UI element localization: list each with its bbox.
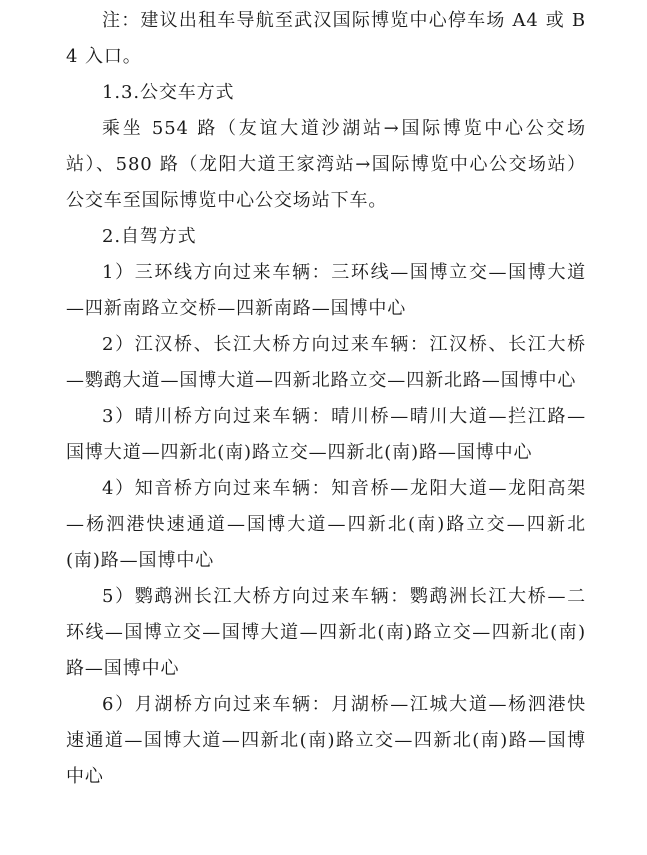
route-item-6: 6）月湖桥方向过来车辆：月湖桥—江城大道—杨泗港快速通道—国博大道—四新北(南)路立交—四新北(南)路—国博中心 [66,694,586,787]
document-page [66,3,586,795]
route-item-3: 3）晴川桥方向过来车辆：晴川桥—晴川大道—拦江路—国博大道—四新北(南)路立交—四新北(南)路—国博中心 [66,406,586,463]
route-item-4: 4）知音桥方向过来车辆：知音桥—龙阳大道—龙阳高架—杨泗港快速通道—国博大道—四新北(南)路立交—四新北(南)路—国博中心 [66,478,586,571]
route-item-5: 5）鹦鹉洲长江大桥方向过来车辆：鹦鹉洲长江大桥—二环线—国博立交—国博大道—四新北(南)路立交—四新北(南)路—国博中心 [66,586,586,679]
route-item-1: 1）三环线方向过来车辆：三环线—国博立交—国博大道—四新南路立交桥—四新南路—国博中心 [66,262,586,319]
bus-section-heading: 1.3.公交车方式 [102,82,235,103]
route-item-2: 2）江汉桥、长江大桥方向过来车辆：江汉桥、长江大桥—鹦鹉大道—国博大道—四新北路立交—四新北路—国博中心 [66,334,586,391]
taxi-note: 注：建议出租车导航至武汉国际博览中心停车场 A4 或 B4 入口。 [66,10,586,67]
bus-section-text: 乘坐 554 路（友谊大道沙湖站→国际博览中心公交场站）、580 路（龙阳大道王家湾站→国际博览中心公交场站）公交车至国际博览中心公交场站下车。 [66,118,586,211]
drive-section-heading: 2.自驾方式 [102,226,197,247]
